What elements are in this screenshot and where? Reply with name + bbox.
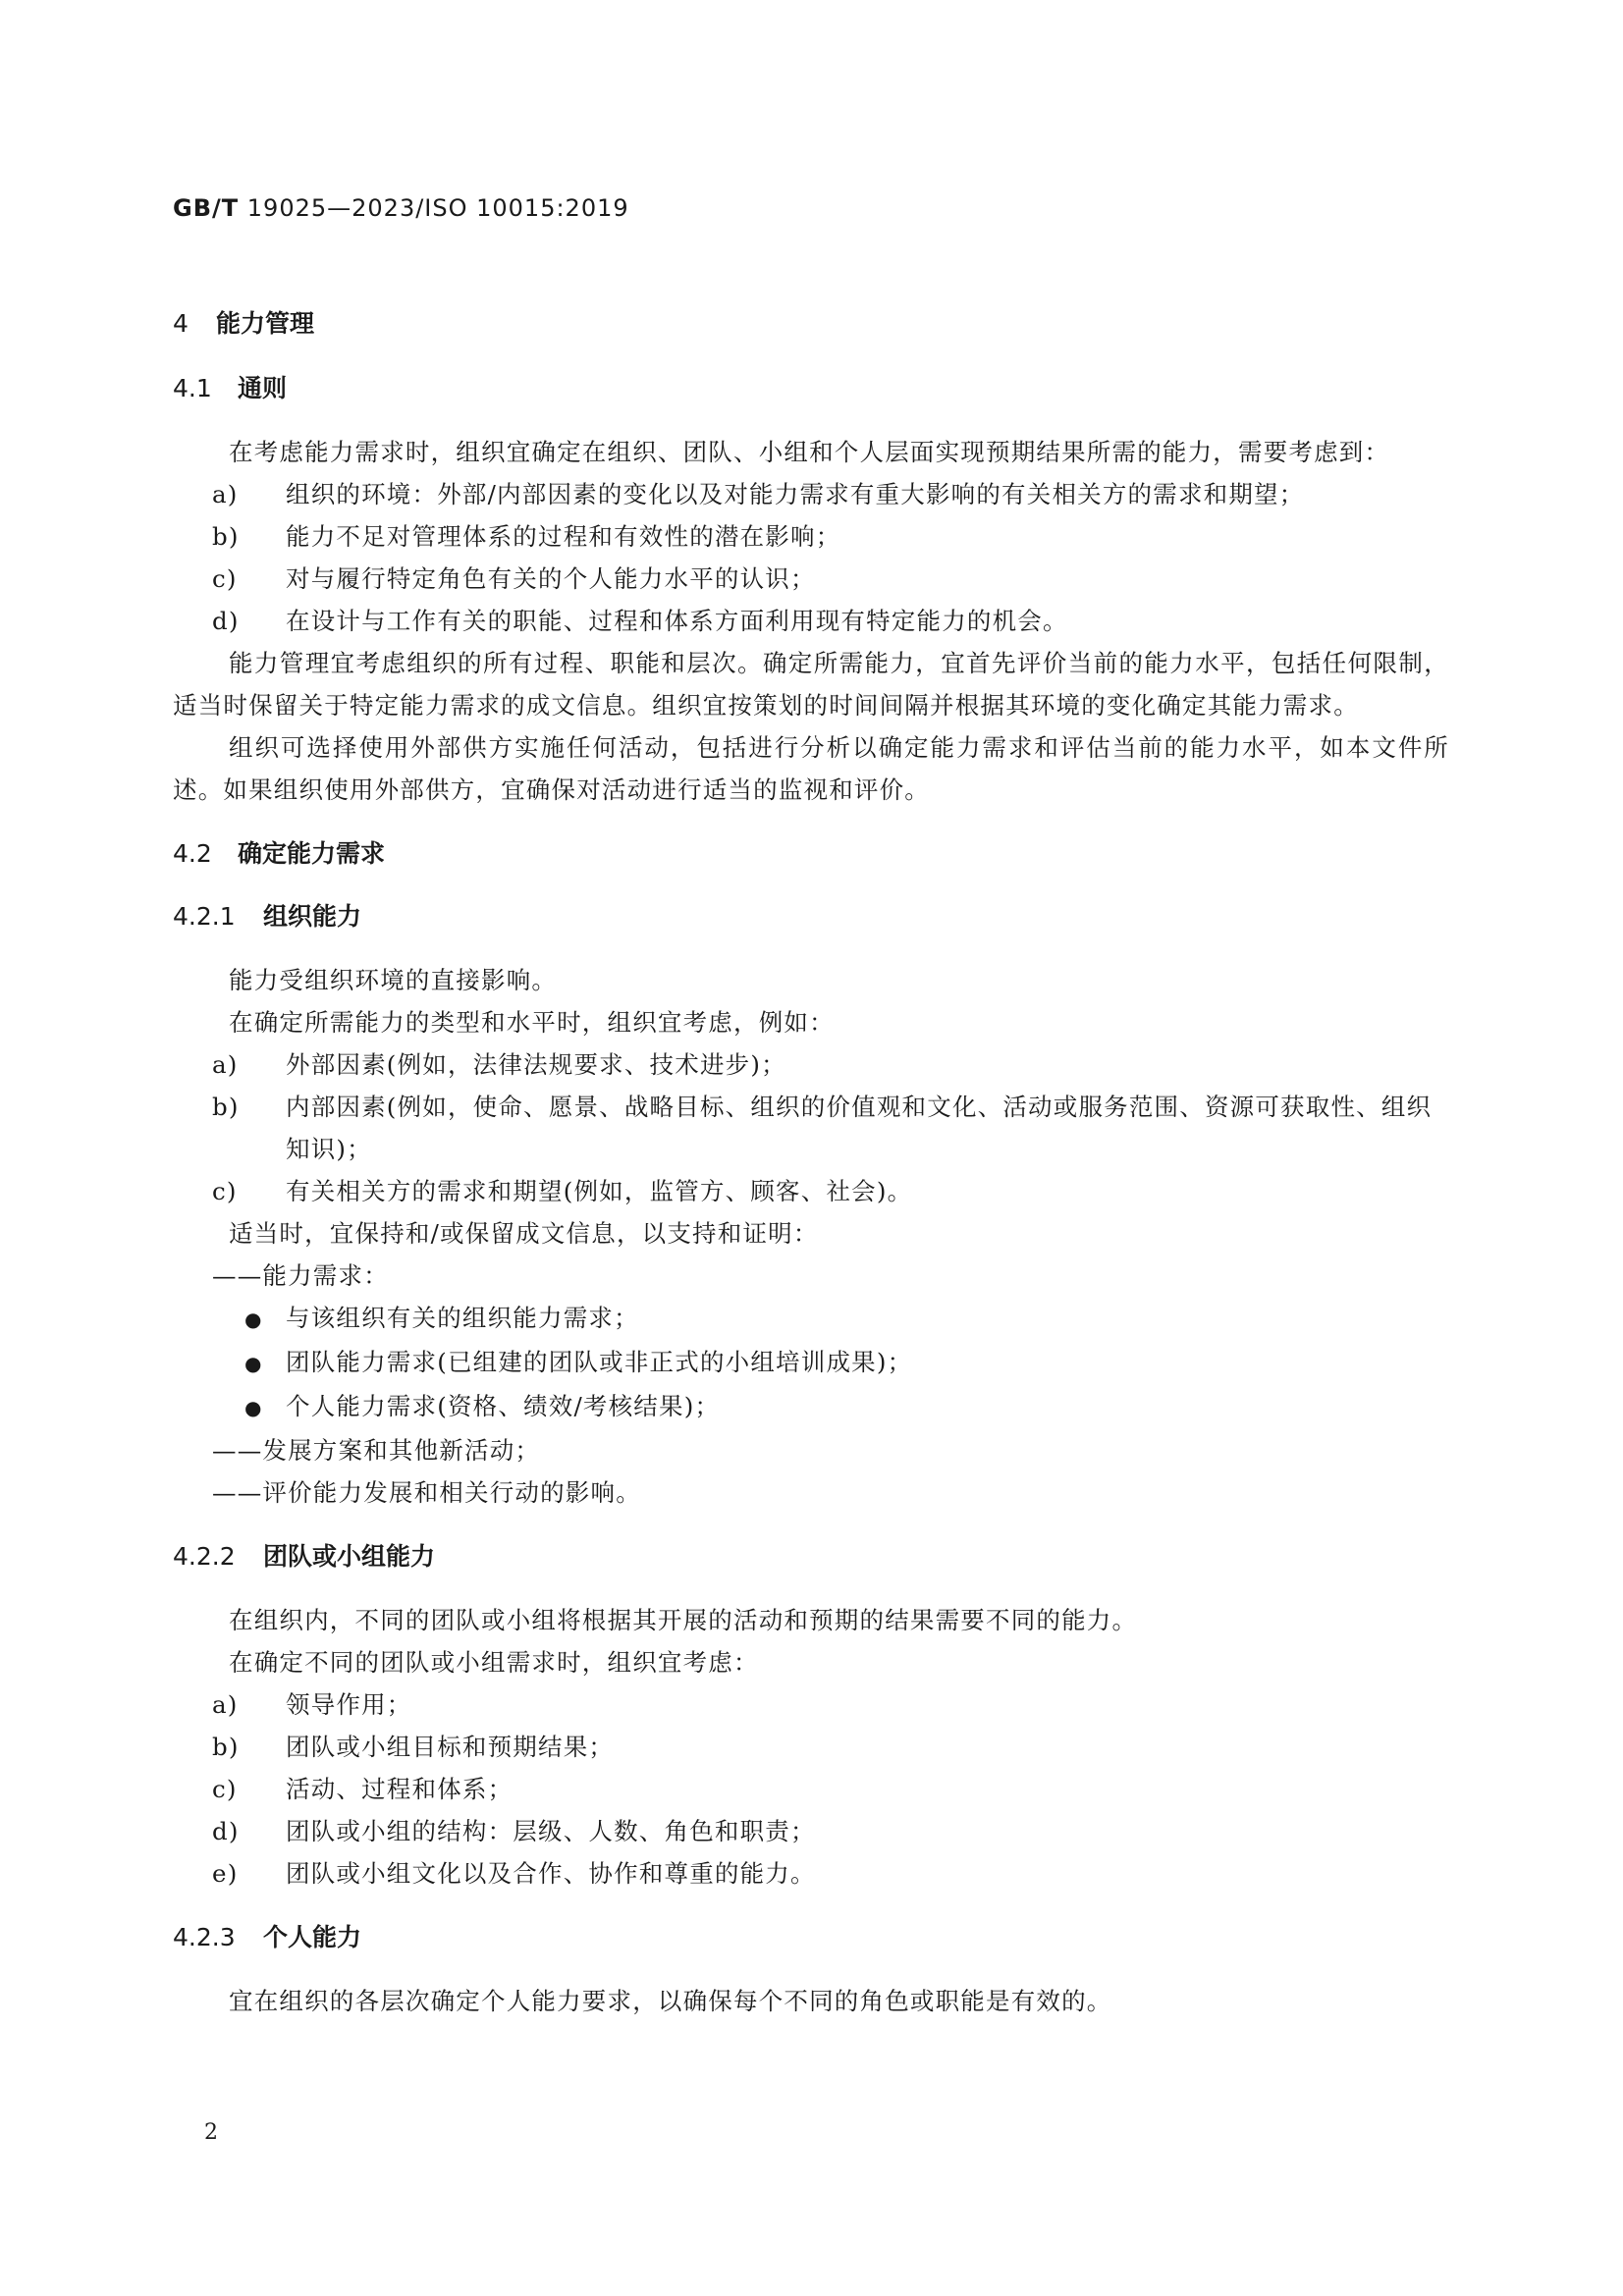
list-4-1 xyxy=(173,473,1449,642)
list-marker: b) xyxy=(212,1733,240,1761)
list-text: 组织的环境：外部/内部因素的变化以及对能力需求有重大影响的有关相关方的需求和期望； xyxy=(286,480,1305,508)
list-item xyxy=(173,1852,1449,1895)
bullet-icon: ● xyxy=(244,1396,263,1419)
paragraph: 在组织内，不同的团队或小组将根据其开展的活动和预期的结果需要不同的能力。 xyxy=(229,1606,1138,1634)
section-number: 4 xyxy=(173,309,189,338)
section-4-2-1-heading xyxy=(173,897,1449,936)
section-4-2-3-heading xyxy=(173,1918,1449,1957)
section-4-2-heading xyxy=(173,834,1449,874)
page-content xyxy=(173,304,1449,2022)
bullet-icon: ● xyxy=(244,1308,263,1331)
dash-item: ——发展方案和其他新活动； xyxy=(212,1436,541,1465)
section-title: 通则 xyxy=(238,374,288,402)
section-number: 4.2.1 xyxy=(173,902,236,931)
list-text: 内部因素(例如，使命、愿景、战略目标、组织的价值观和文化、活动或服务范围、资源可获取性、组织知识)； xyxy=(286,1093,1433,1163)
paragraph: 组织可选择使用外部供方实施任何活动，包括进行分析以确定能力需求和评估当前的能力水平，如本文件所述。如果组织使用外部供方，宜确保对活动进行适当的监视和评价。 xyxy=(173,733,1449,804)
dash-item: ——能力需求： xyxy=(212,1261,389,1290)
list-text: 在设计与工作有关的职能、过程和体系方面利用现有特定能力的机会。 xyxy=(286,607,1068,635)
paragraph: 在确定所需能力的类型和水平时，组织宜考虑，例如： xyxy=(229,1008,835,1037)
list-item xyxy=(173,1726,1449,1768)
list-marker: a) xyxy=(212,1690,239,1719)
list-marker: c) xyxy=(212,1177,238,1205)
section-title: 组织能力 xyxy=(263,902,362,931)
list-text: 团队或小组的结构：层级、人数、角色和职责； xyxy=(286,1817,816,1845)
list-marker: b) xyxy=(212,522,240,551)
bullet-text: 个人能力需求(资格、绩效/考核结果)； xyxy=(286,1392,721,1420)
paragraph: 能力管理宜考虑组织的所有过程、职能和层次。确定所需能力，宜首先评价当前的能力水平，包括任何限制，适当时保留关于特定能力需求的成文信息。组织宜按策划的时间间隔并根据其环境的变化确定其能力需求。 xyxy=(173,649,1449,720)
list-item xyxy=(173,600,1449,642)
list-text: 活动、过程和体系； xyxy=(286,1775,514,1803)
section-4-2-2-heading xyxy=(173,1537,1449,1576)
section-title: 团队或小组能力 xyxy=(263,1542,436,1571)
bullet-text: 团队能力需求(已组建的团队或非正式的小组培训成果)； xyxy=(286,1348,913,1376)
section-title: 个人能力 xyxy=(263,1923,362,1951)
list-marker: d) xyxy=(212,1817,240,1845)
section-number: 4.2.2 xyxy=(173,1542,236,1571)
list-marker: e) xyxy=(212,1859,239,1888)
paragraph: 在考虑能力需求时，组织宜确定在组织、团队、小组和个人层面实现预期结果所需的能力，需要考虑到： xyxy=(229,438,1390,466)
document-header xyxy=(173,194,629,222)
section-4-1-heading xyxy=(173,369,1449,408)
section-number: 4.1 xyxy=(173,374,212,402)
list-item xyxy=(173,558,1449,600)
section-title: 确定能力需求 xyxy=(238,839,386,868)
list-marker: a) xyxy=(212,1050,239,1079)
list-item xyxy=(173,1086,1449,1170)
section-number: 4.2.3 xyxy=(173,1923,236,1951)
bullet-item xyxy=(173,1341,1449,1385)
list-marker: b) xyxy=(212,1093,240,1121)
dash-item: ——评价能力发展和相关行动的影响。 xyxy=(212,1478,641,1507)
list-item xyxy=(173,1170,1449,1212)
list-item xyxy=(173,473,1449,515)
list-item xyxy=(173,1810,1449,1852)
section-title: 能力管理 xyxy=(216,309,315,338)
paragraph: 在确定不同的团队或小组需求时，组织宜考虑： xyxy=(229,1648,759,1677)
standard-number: 19025—2023/ISO 10015:2019 xyxy=(246,194,629,222)
list-4-2-2 xyxy=(173,1683,1449,1895)
paragraph: 能力受组织环境的直接影响。 xyxy=(229,966,558,994)
list-marker: d) xyxy=(212,607,240,635)
list-marker: c) xyxy=(212,564,238,593)
list-text: 团队或小组目标和预期结果； xyxy=(286,1733,615,1761)
list-item xyxy=(173,1043,1449,1086)
list-text: 能力不足对管理体系的过程和有效性的潜在影响； xyxy=(286,522,841,551)
list-text: 外部因素(例如，法律法规要求、技术进步)； xyxy=(286,1050,786,1079)
list-text: 团队或小组文化以及合作、协作和尊重的能力。 xyxy=(286,1859,816,1888)
list-item xyxy=(173,515,1449,558)
bullet-list xyxy=(173,1297,1449,1429)
page-number: 2 xyxy=(204,2120,218,2145)
bullet-item xyxy=(173,1297,1449,1341)
list-marker: a) xyxy=(212,480,239,508)
bullet-icon: ● xyxy=(244,1352,263,1375)
standard-code: GB/T xyxy=(173,194,240,222)
list-4-2-1 xyxy=(173,1043,1449,1212)
list-item xyxy=(173,1683,1449,1726)
list-text: 有关相关方的需求和期望(例如，监管方、顾客、社会)。 xyxy=(286,1177,913,1205)
paragraph: 宜在组织的各层次确定个人能力要求，以确保每个不同的角色或职能是有效的。 xyxy=(229,1987,1112,2015)
list-marker: c) xyxy=(212,1775,238,1803)
section-number: 4.2 xyxy=(173,839,212,868)
paragraph: 适当时，宜保持和/或保留成文信息，以支持和证明： xyxy=(229,1219,819,1248)
list-text: 对与履行特定角色有关的个人能力水平的认识； xyxy=(286,564,816,593)
list-text: 领导作用； xyxy=(286,1690,412,1719)
section-4-heading xyxy=(173,304,1449,344)
bullet-item xyxy=(173,1385,1449,1429)
bullet-text: 与该组织有关的组织能力需求； xyxy=(286,1304,639,1332)
list-item xyxy=(173,1768,1449,1810)
